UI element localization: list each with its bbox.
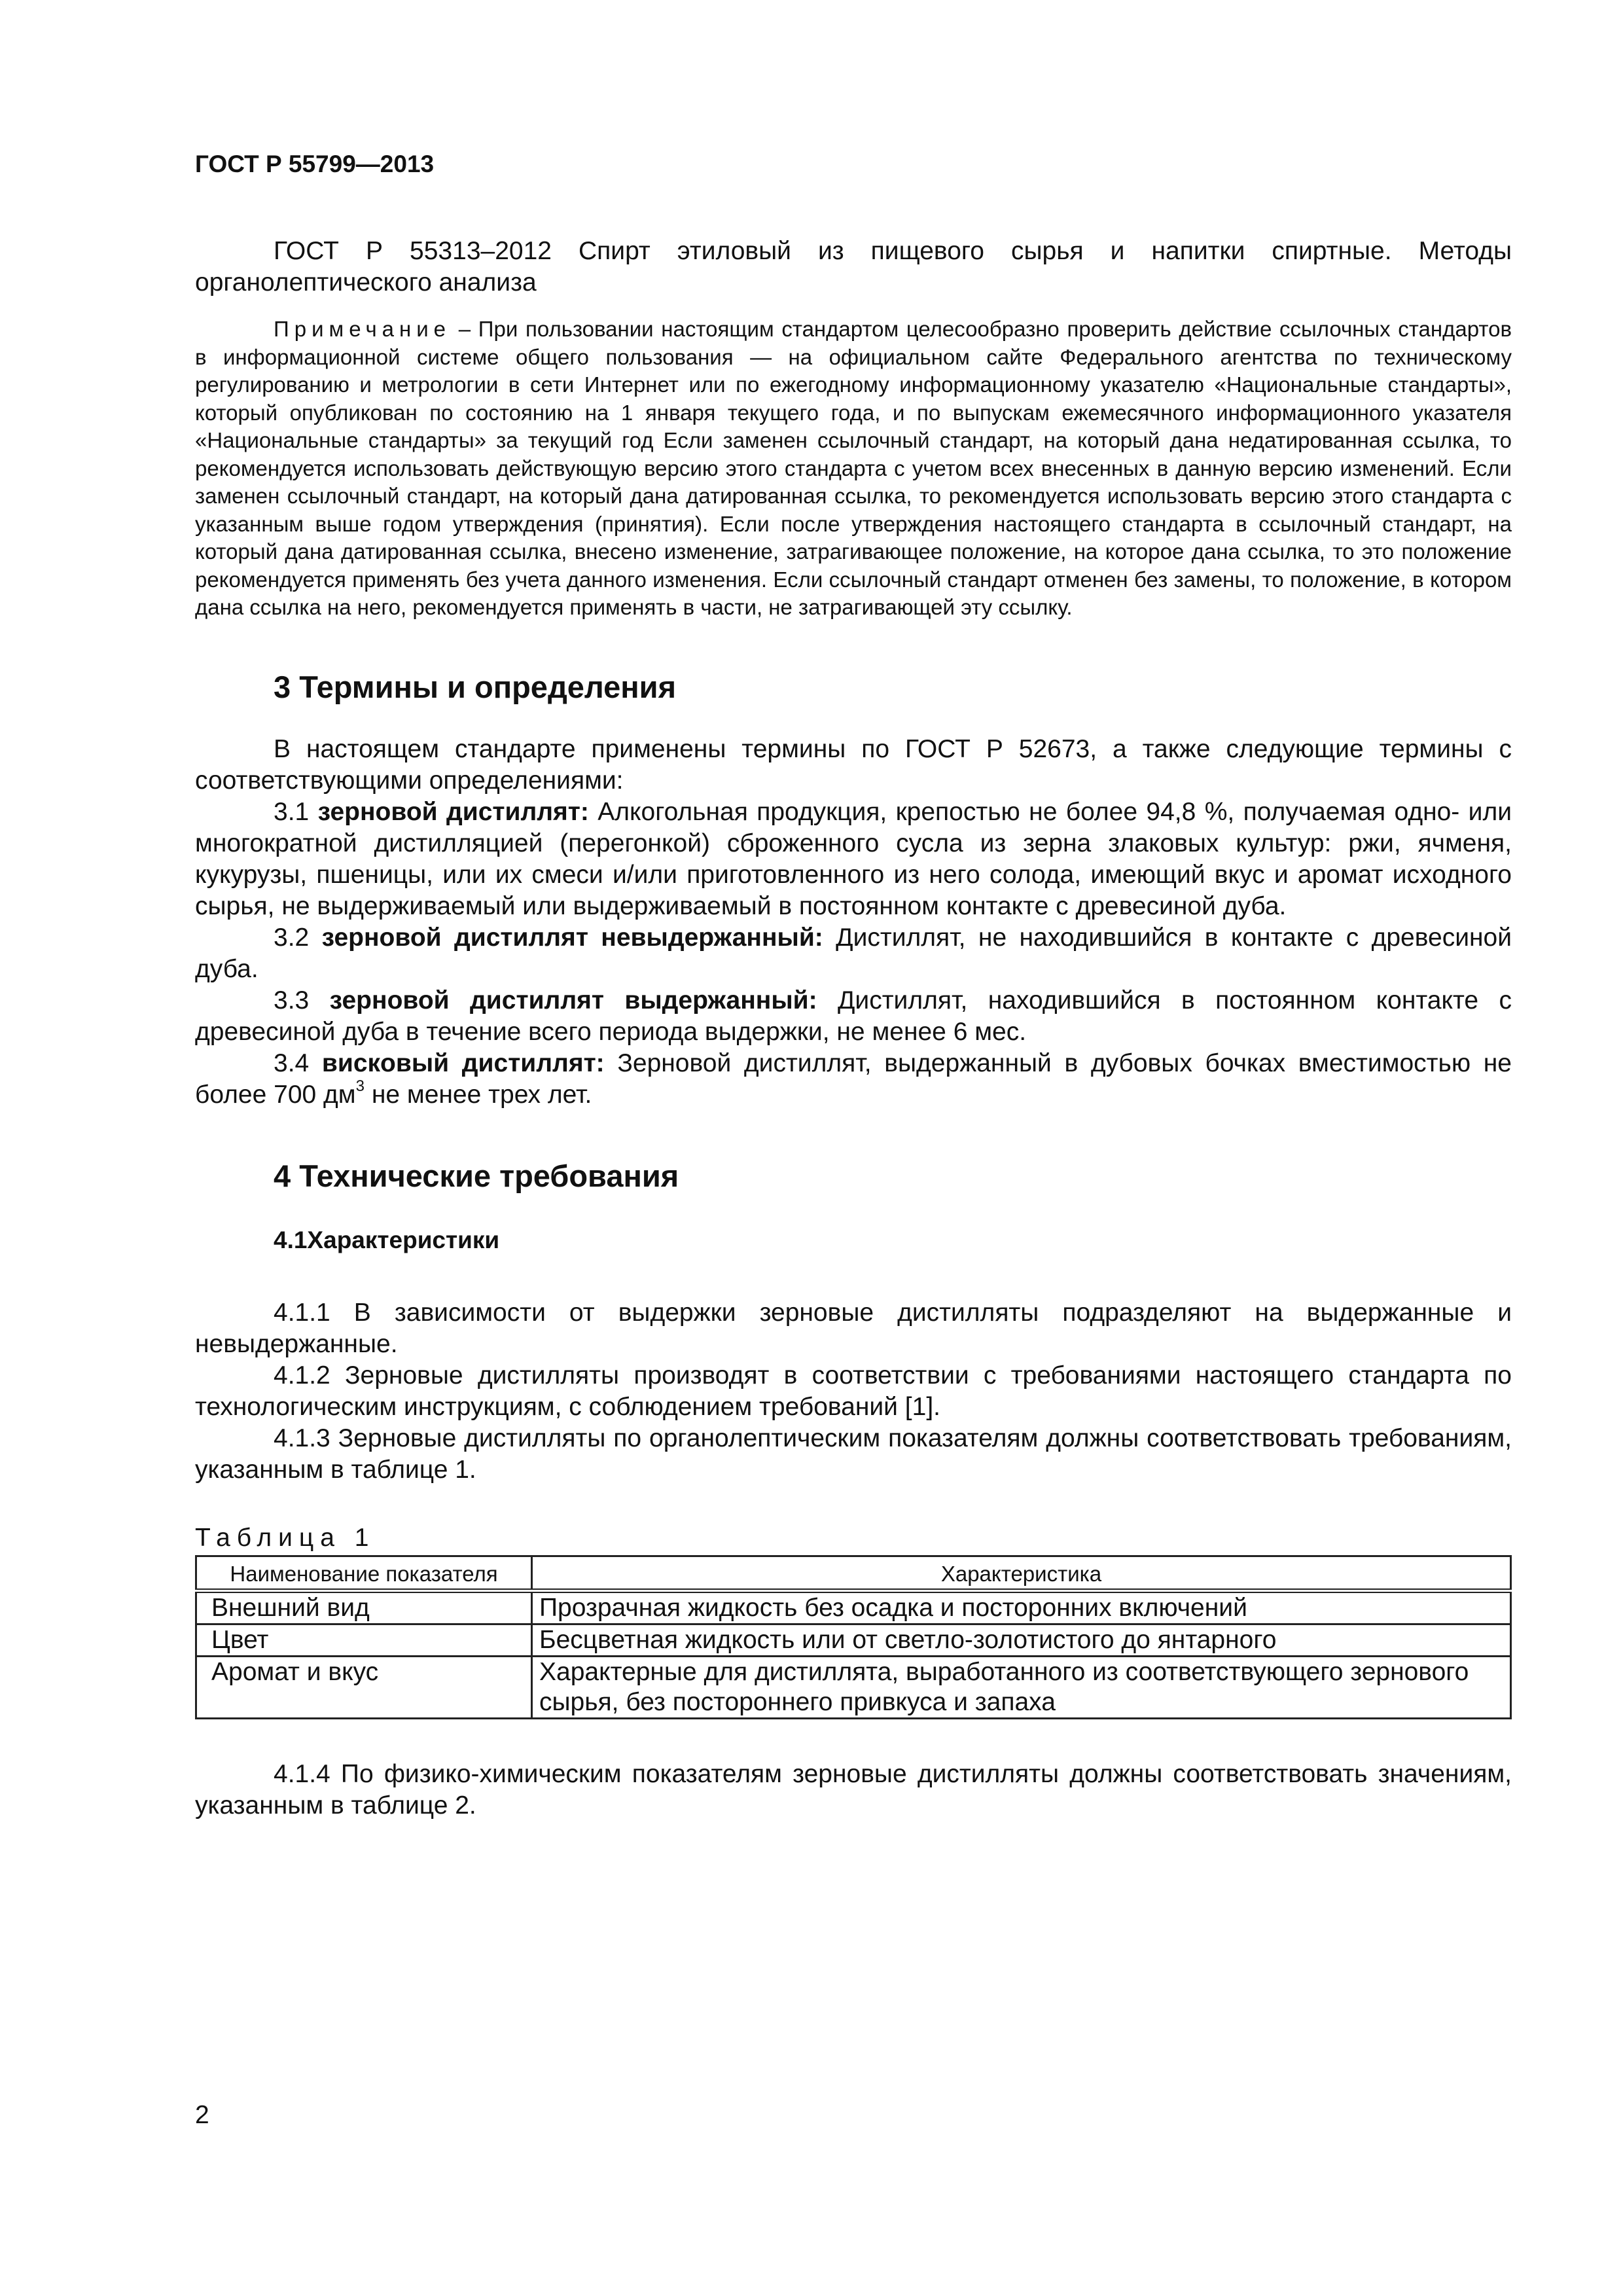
table-cell-parameter: Цвет xyxy=(196,1624,532,1656)
term-3-4 xyxy=(195,1048,1512,1111)
table-row xyxy=(196,1656,1511,1718)
term-definition: Дистиллят, находившийся в постоянном контакте с древесиной дуба в течение всего периода выдержки, не менее 6 мес. xyxy=(195,986,1512,1046)
note-text: – При пользовании настоящим стандартом целесообразно проверить действие ссылочных стандартов в информационной системе общего пользования — на официальном сайте Федерального агентства по техническому регулированию и метрологии в сети Интернет или по ежегодному информационному указателю «Национальные стандарты», который опубликован по состоянию на 1 января текущего года, и по выпускам ежемесячного информационного указателя «Национальные стандарты» за текущий год Если заменен ссылочный стандарт, на который дана недатированная ссылка, то рекомендуется использовать действующую версию этого стандарта с учетом всех внесенных в данную версию изменений. Если заменен ссылочный стандарт, на который дана датированная ссылка, то рекомендуется использовать версию этого стандарта с указанным выше годом утверждения (принятия). Если после утверждения настоящего стандарта в ссылочный стандарт, на который дана датированная ссылка, внесено изменение, затрагивающее положение, на которое дана ссылка, то это положение рекомендуется применять без учета данного изменения. Если ссылочный стандарт отменен без замены, то положение, в котором дана ссылка на него, рекомендуется применять в части, не затрагивающей эту ссылку. xyxy=(195,317,1512,619)
term-definition: Дистиллят, не находившийся в контакте с древесиной дуба. xyxy=(195,923,1512,983)
term-definition: Алкогольная продукция, крепостью не более 94,8 %, получаемая одно- или многократной дистилляцией (перегонкой) сброженного сусла из зерна злаковых культур: ржи, ячменя, кукурузы, пшеницы, или их смеси и/или приготовленного из него солода, имеющий вкус и аромат исходного сырья, не выдерживаемый или выдерживаемый в постоянном контакте с древесиной дуба. xyxy=(195,797,1512,920)
note-label: Примечание xyxy=(274,317,452,341)
table-row xyxy=(196,1624,1511,1656)
table-row xyxy=(196,1590,1511,1624)
table-cell-parameter: Внешний вид xyxy=(196,1590,532,1624)
header-cell-characteristic: Характеристика xyxy=(532,1556,1511,1590)
section-4-title: 4 Технические требования xyxy=(274,1158,679,1193)
term-number: 3.2 xyxy=(274,923,322,952)
table-header-row xyxy=(196,1556,1511,1590)
header-cell-parameter: Наименование показателя xyxy=(196,1556,532,1590)
table-caption: Таблица 1 xyxy=(195,1523,376,1552)
term-number: 3.3 xyxy=(274,986,330,1014)
standard-id: ГОСТ Р 55799—2013 xyxy=(195,151,435,177)
table-cell-characteristic: Бесцветная жидкость или от светло-золотистого до янтарного xyxy=(532,1624,1511,1656)
term-3-2 xyxy=(195,922,1512,985)
page-number: 2 xyxy=(195,2101,209,2129)
section-3-intro: В настоящем стандарте применены термины по ГОСТ Р 52673, а также следующие термины с соответствующими определениями: xyxy=(195,734,1512,795)
term-3-1 xyxy=(195,797,1512,922)
term-name: зерновой дистиллят: xyxy=(317,797,589,826)
term-name: зерновой дистиллят невыдержанный: xyxy=(321,923,823,952)
term-3-3 xyxy=(195,985,1512,1048)
term-name: вискoвый дистиллят: xyxy=(321,1049,605,1077)
reference-entry: ГОСТ Р 55313–2012 Спирт этиловый из пищевого сырья и напитки спиртные. Методы органолептического анализа xyxy=(195,237,1512,296)
subsection-4-1-title: 4.1Характеристики xyxy=(274,1226,500,1253)
table-cell-parameter: Аромат и вкус xyxy=(196,1656,532,1718)
paragraph-4-1-4: 4.1.4 По физико-химическим показателям зерновые дистилляты должны соответствовать значениям, указанным в таблице 2. xyxy=(195,1759,1512,1820)
section-3-title: 3 Термины и определения xyxy=(274,669,676,704)
page-content xyxy=(195,151,1512,1821)
table-cell-characteristic: Характерные для дистиллята, выработанного из соответствующего зернового сырья, без постороннего привкуса и запаха xyxy=(532,1656,1511,1718)
paragraph-4-1-1: 4.1.1 В зависимости от выдержки зерновые дистилляты подразделяют на выдержанные и невыдержанные. xyxy=(195,1298,1512,1358)
term-definition-tail: не менее трех лет. xyxy=(364,1080,592,1109)
term-name: зерновой дистиллят выдержанный: xyxy=(329,986,817,1014)
paragraph-4-1-2: 4.1.2 Зерновые дистилляты производят в соответствии с требованиями настоящего стандарта по технологическим инструкциям, с соблюдением требований [1]. xyxy=(195,1361,1512,1421)
term-definition: Зерновой дистиллят, выдержанный в дубовых бочках вместимостью не более 700 дм xyxy=(195,1049,1512,1109)
reference-note xyxy=(195,315,1512,622)
term-number: 3.1 xyxy=(274,797,318,826)
paragraph-4-1-3: 4.1.3 Зерновые дистилляты по органолептическим показателям должны соответствовать требованиям, указанным в таблице 1. xyxy=(195,1424,1512,1484)
table-1 xyxy=(195,1555,1512,1719)
term-number: 3.4 xyxy=(274,1049,322,1077)
table-cell-characteristic: Прозрачная жидкость без осадка и посторонних включений xyxy=(532,1590,1511,1624)
superscript: 3 xyxy=(355,1077,365,1095)
